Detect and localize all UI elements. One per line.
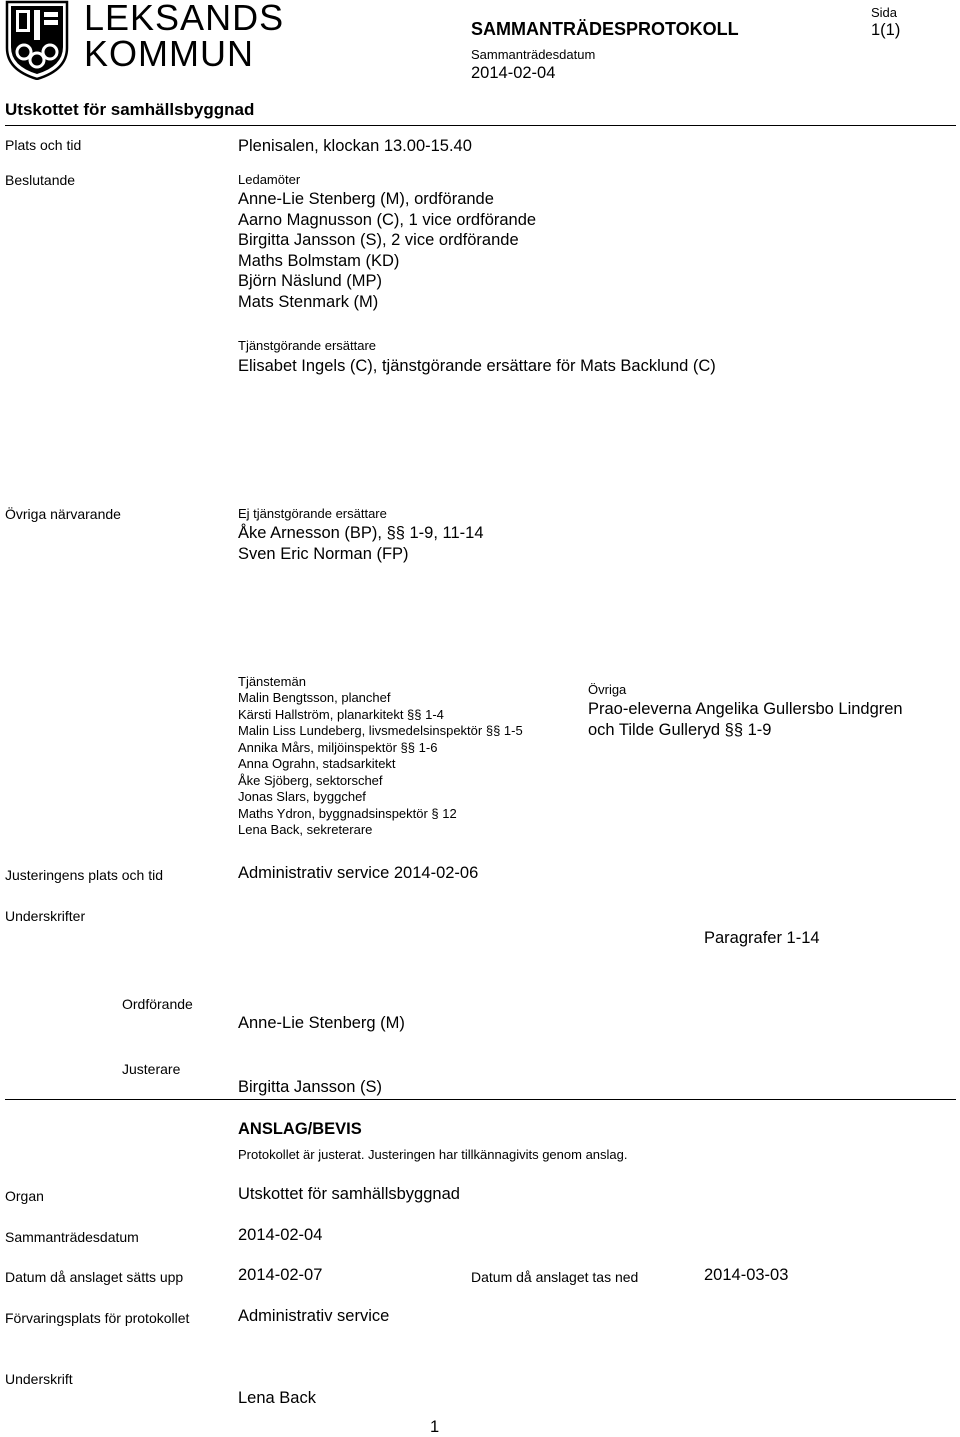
official-item: Maths Ydron, byggnadsinspektör § 12 xyxy=(238,805,457,821)
adjuster-label: Justerare xyxy=(122,1061,181,1077)
non-serving-item: Sven Eric Norman (FP) xyxy=(238,545,409,563)
posted-date-value: 2014-02-07 xyxy=(238,1266,323,1284)
other-heading: Övriga xyxy=(588,682,627,697)
official-item: Annika Mårs, miljöinspektör §§ 1-6 xyxy=(238,739,438,755)
page-number: 1 xyxy=(430,1418,440,1436)
logo-text-line2: KOMMUN xyxy=(84,33,254,74)
member-item: Björn Näslund (MP) xyxy=(238,272,382,290)
header-date-label: Sammanträdesdatum xyxy=(471,47,596,62)
paragraphs-range: Paragrafer 1-14 xyxy=(704,929,820,947)
member-item: Birgitta Jansson (S), 2 vice ordförande xyxy=(238,231,519,249)
other-item: Prao-eleverna Angelika Gullersbo Lindgren xyxy=(588,700,903,718)
chair-label: Ordförande xyxy=(122,996,193,1012)
committee-name: Utskottet för samhällsbyggnad xyxy=(5,100,255,119)
meeting-date-value: 2014-02-04 xyxy=(238,1226,323,1244)
meeting-date-label: Sammanträdesdatum xyxy=(5,1229,139,1245)
others-present-label: Övriga närvarande xyxy=(5,506,121,522)
page-indicator: 1(1) xyxy=(871,21,901,39)
storage-value: Administrativ service xyxy=(238,1307,390,1325)
removed-date-value: 2014-03-03 xyxy=(704,1266,789,1284)
official-item: Lena Back, sekreterare xyxy=(238,822,373,837)
adjustment-value: Administrativ service 2014-02-06 xyxy=(238,864,479,882)
notice-heading: ANSLAG/BEVIS xyxy=(238,1120,362,1138)
officials-list xyxy=(238,690,523,839)
decision-makers-label: Beslutande xyxy=(5,172,76,188)
adjustment-label: Justeringens plats och tid xyxy=(5,867,163,883)
coat-of-arms-icon xyxy=(4,0,70,80)
place-time-value: Plenisalen, klockan 13.00-15.40 xyxy=(238,137,472,155)
official-item: Anna Ograhn, stadsarkitekt xyxy=(238,756,396,771)
chair-name: Anne-Lie Stenberg (M) xyxy=(238,1014,405,1032)
storage-label: Förvaringsplats för protokollet xyxy=(5,1310,190,1326)
member-item: Mats Stenmark (M) xyxy=(238,292,379,311)
signature-name: Lena Back xyxy=(238,1389,316,1407)
document-title: SAMMANTRÄDESPROTOKOLL xyxy=(471,19,739,39)
municipality-logo xyxy=(4,0,285,80)
other-list xyxy=(588,699,903,740)
official-item: Åke Sjöberg, sektorschef xyxy=(238,772,383,788)
non-serving-heading: Ej tjänstgörande ersättare xyxy=(238,506,387,521)
officials-heading: Tjänstemän xyxy=(238,674,306,689)
adjuster-name: Birgitta Jansson (S) xyxy=(238,1078,382,1096)
organ-value: Utskottet för samhällsbyggnad xyxy=(238,1185,460,1203)
substitute-item: Elisabet Ingels (C), tjänstgörande ersättare för Mats Backlund (C) xyxy=(238,357,716,375)
official-item: Malin Bengtsson, planchef xyxy=(238,690,391,705)
organ-label: Organ xyxy=(5,1188,44,1204)
member-item: Aarno Magnusson (C), 1 vice ordförande xyxy=(238,210,537,229)
removed-date-label: Datum då anslaget tas ned xyxy=(471,1269,639,1285)
substitutes-heading: Tjänstgörande ersättare xyxy=(238,338,377,353)
other-item: och Tilde Gulleryd §§ 1-9 xyxy=(588,720,772,739)
page-label: Sida xyxy=(871,5,898,20)
members-heading: Ledamöter xyxy=(238,172,301,187)
official-item: Kärsti Hallström, planarkitekt §§ 1-4 xyxy=(238,706,444,722)
member-item: Maths Bolmstam (KD) xyxy=(238,251,400,270)
official-item: Malin Liss Lundeberg, livsmedelsinspektör §§ 1-5 xyxy=(238,723,523,738)
members-list xyxy=(238,189,536,312)
non-serving-item: Åke Arnesson (BP), §§ 1-9, 11-14 xyxy=(238,524,484,542)
signatures-label: Underskrifter xyxy=(5,908,86,924)
official-item: Jonas Slars, byggchef xyxy=(238,789,366,804)
logo-text-line1: LEKSANDS xyxy=(84,0,285,38)
header-date-value: 2014-02-04 xyxy=(471,64,556,82)
notice-text: Protokollet är justerat. Justeringen har tillkännagivits genom anslag. xyxy=(238,1147,628,1162)
header-divider xyxy=(5,125,956,126)
place-time-label: Plats och tid xyxy=(5,137,82,153)
non-serving-list xyxy=(238,523,484,565)
member-item: Anne-Lie Stenberg (M), ordförande xyxy=(238,190,494,208)
posted-date-label: Datum då anslaget sätts upp xyxy=(5,1269,184,1285)
signature-label: Underskrift xyxy=(5,1371,73,1387)
signatures-divider xyxy=(5,1099,956,1100)
